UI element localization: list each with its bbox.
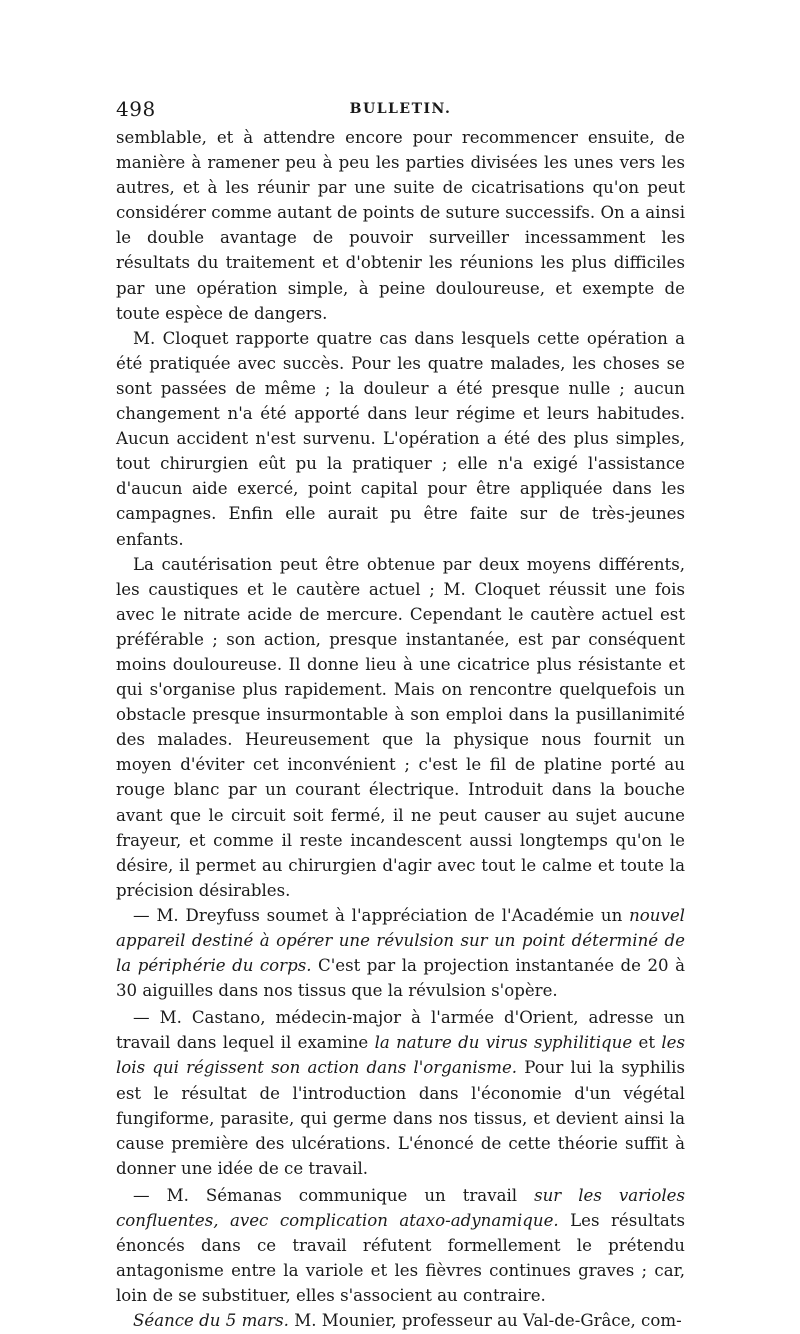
page-body <box>116 125 685 1334</box>
paragraph-2: M. Cloquet rapporte quatre cas dans lesquels cette opération a été pratiquée avec succès. Pour les quatre malades, les choses se sont passées de même ; la douleur a été presque nulle ; aucun changement n'a été apporté dans leur régime et leurs habitudes. Aucun accident n'est survenu. L'opération a été des plus simples, tout chirurgien eût pu la pratiquer ; elle n'a exigé l'assistance d'aucun aide exercé, point capital pour être appliquée dans les campagnes. Enfin elle aurait pu être faite sur de très-jeunes enfants. <box>116 328 685 549</box>
paragraph-1: semblable, et à attendre encore pour recommencer ensuite, de manière à ramener peu à peu les parties divisées les unes vers les autres, et à les réunir par une suite de cicatrisations qu'on peut considérer comme autant de points de suture successifs. On a ainsi le double avantage de pouvoir surveiller incessamment les résultats du traitement et d'obtenir les réunions les plus difficiles par une opération simple, à peine douloureuse, et exempte de toute espèce de dangers. <box>116 128 685 323</box>
paragraph-5: — M. Castano, médecin-major à l'armée d'Orient, adresse un travail dans lequel il examine la nature du virus syphilitique et les lois qui régissent son action dans l'organisme. Pour lui la syphilis est le résultat de l'introduction dans l'économie d'un végétal fungiforme, parasite, qui germe dans nos tissus, et devient ainsi la cause première des ulcérations. L'énoncé de cette théorie suffit à donner une idée de ce travail. <box>116 1008 685 1178</box>
paragraph-7: Séance du 5 mars. M. Mounier, professeur au Val-de-Grâce, com- <box>133 1311 682 1331</box>
running-head: BULLETIN. <box>349 101 452 117</box>
paragraph-3: La cautérisation peut être obtenue par deux moyens différents, les caustiques et le cautère actuel ; M. Cloquet réussit une fois avec le nitrate acide de mercure. Cependant le cautère actuel est préférable ; son action, presque instantanée, est par conséquent moins douloureuse. Il donne lieu à une cicatrice plus résistante et qui s'organise plus rapidement. Mais on rencontre quelquefois un obstacle presque insurmontable à son emploi dans la pusillanimité des malades. Heureusement que la physique nous fournit un moyen d'éviter cet inconvénient ; c'est le fil de platine porté au rouge blanc par un courant électrique. Introduit dans la bouche avant que le circuit soit fermé, il ne peut causer au sujet aucune frayeur, et comme il reste incandescent aussi longtemps qu'on le désire, il permet au chirurgien d'agir avec tout le calme et toute la précision désirables. <box>116 554 685 900</box>
page-header <box>116 97 685 123</box>
paragraph-6: — M. Sémanas communique un travail sur les varioles confluentes, avec complication ataxo-adynamique. Les résultats énoncés dans ce travail réfutent formellement le prétendu antagonisme entre la variole et les fièvres continues graves ; car, loin de se substituer, elles s'associent au contraire. <box>116 1185 686 1306</box>
paragraph-4: — M. Dreyfuss soumet à l'appréciation de l'Académie un nouvel appareil destiné à opérer une révulsion sur un point déterminé de la périphérie du corps. C'est par la projection instantanée de 20 à 30 aiguilles dans nos tissus que la révulsion s'opère. <box>116 905 685 1001</box>
page-number: 498 <box>116 97 156 121</box>
